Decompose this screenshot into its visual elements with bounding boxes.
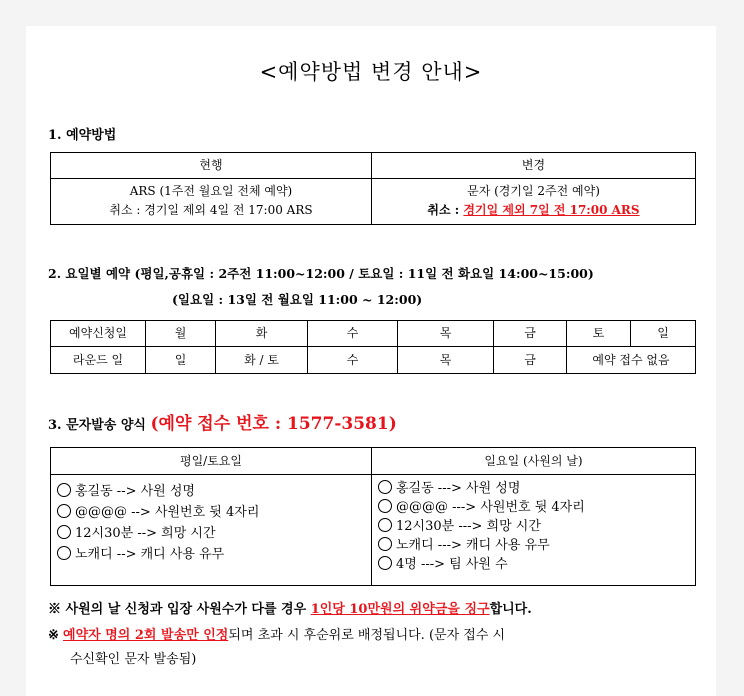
circle-icon [57, 546, 71, 560]
sms-weekday-line [57, 544, 371, 565]
note-mark: ※ [48, 628, 59, 643]
schedule-round-5: 금 [494, 347, 567, 374]
section2-heading: 2. 요일별 예약 (평일,공휴일 : 2주전 11:00~12:00 / 토요일 : 11일 전 화요일 14:00~15:00) [48, 266, 594, 281]
sms-weekday-line [57, 523, 371, 544]
sms-weekday-line [57, 481, 371, 502]
sms-sunday-text-1: 홍길동 ---> 사원 성명 [396, 481, 521, 496]
notice-page [26, 26, 716, 696]
circle-icon [57, 504, 71, 518]
sms-sunday-text-3: 12시30분 ---> 희망 시간 [396, 519, 541, 534]
method-table [50, 152, 696, 225]
schedule-label-apply: 예약신청일 [51, 321, 146, 347]
sms-sunday-text-4: 노캐디 ---> 캐디 사용 유무 [396, 538, 550, 553]
schedule-apply-fri: 금 [494, 321, 567, 347]
schedule-apply-tue: 화 [216, 321, 308, 347]
method-current-cell [51, 179, 372, 225]
sms-format-table [50, 447, 696, 586]
method-change-line1: 문자 (경기일 2주전 예약) [467, 184, 600, 198]
penalty-note [48, 598, 532, 622]
schedule-label-round: 라운드 일 [51, 347, 146, 374]
method-header-change: 변경 [372, 153, 696, 179]
schedule-round-2: 화 / 토 [216, 347, 308, 374]
schedule-apply-sun: 일 [631, 321, 696, 347]
schedule-table [50, 320, 696, 374]
sms-sunday-line [378, 498, 695, 517]
page-title: <예약방법 변경 안내> [259, 60, 483, 84]
penalty-note-text: ※ 사원의 날 신청과 입장 사원수가 다를 경우 [48, 602, 311, 617]
circle-icon [378, 537, 392, 551]
schedule-round-none: 예약 접수 없음 [567, 347, 696, 374]
circle-icon [57, 483, 71, 497]
sms-weekday-cell [51, 475, 372, 586]
penalty-note-suffix: 합니다. [489, 602, 532, 617]
schedule-apply-sat: 토 [567, 321, 631, 347]
sms-sunday-text-2: @@@@ ---> 사원번호 뒷 4자리 [396, 500, 585, 515]
method-current-line2: 취소 : 경기일 제외 4일 전 17:00 ARS [109, 203, 313, 217]
section3-heading [48, 409, 397, 434]
duplicate-note-line1 [48, 624, 708, 648]
method-header-current: 현행 [51, 153, 372, 179]
sms-weekday-line [57, 502, 371, 523]
duplicate-note-text: 되며 초과 시 후순위로 배정됩니다. (문자 접수 시 [228, 628, 506, 643]
circle-icon [378, 556, 392, 570]
schedule-round-1: 일 [146, 347, 216, 374]
circle-icon [57, 525, 71, 539]
section1-heading: 1. 예약방법 [48, 128, 117, 143]
sms-sunday-line [378, 536, 695, 555]
method-current-line1: ARS (1주전 월요일 전체 예약) [129, 184, 293, 198]
schedule-apply-wed: 수 [308, 321, 398, 347]
sms-sunday-cell [372, 475, 696, 586]
duplicate-highlight: 예약자 명의 2회 발송만 인정 [63, 628, 229, 643]
schedule-round-4: 목 [398, 347, 494, 374]
sms-sunday-line [378, 479, 695, 498]
circle-icon [378, 480, 392, 494]
circle-icon [378, 518, 392, 532]
penalty-highlight: 1인당 10만원의 위약금을 징구 [310, 602, 490, 617]
method-change-line2 [372, 201, 695, 220]
schedule-apply-thu: 목 [398, 321, 494, 347]
sms-weekday-text-3: 12시30분 --> 희망 시간 [75, 526, 216, 541]
section2-subheading: (일요일 : 13일 전 월요일 11:00 ~ 12:00) [172, 292, 423, 307]
sms-weekday-text-1: 홍길동 --> 사원 성명 [75, 484, 195, 499]
reservation-number: (예약 접수 번호 : 1577-3581) [150, 414, 397, 434]
sms-weekday-text-2: @@@@ --> 사원번호 뒷 4자리 [75, 505, 260, 520]
duplicate-note-line2: 수신확인 문자 발송됨) [70, 652, 197, 667]
cancel-label: 취소 : [427, 203, 464, 217]
circle-icon [378, 499, 392, 513]
section3-heading-label: 3. 문자발송 양식 [48, 418, 151, 433]
sms-weekday-text-4: 노캐디 --> 캐디 사용 유무 [75, 547, 225, 562]
schedule-round-3: 수 [308, 347, 398, 374]
duplicate-note [48, 624, 708, 672]
sms-header-sunday: 일요일 (사원의 날) [372, 448, 696, 475]
sms-sunday-line [378, 555, 695, 574]
method-change-cell [372, 179, 696, 225]
cancel-rule-highlight: 경기일 제외 7일 전 17:00 ARS [463, 203, 640, 217]
sms-header-weekday: 평일/토요일 [51, 448, 372, 475]
sms-sunday-text-5: 4명 ---> 팀 사원 수 [396, 557, 508, 572]
sms-sunday-line [378, 517, 695, 536]
schedule-apply-mon: 월 [146, 321, 216, 347]
